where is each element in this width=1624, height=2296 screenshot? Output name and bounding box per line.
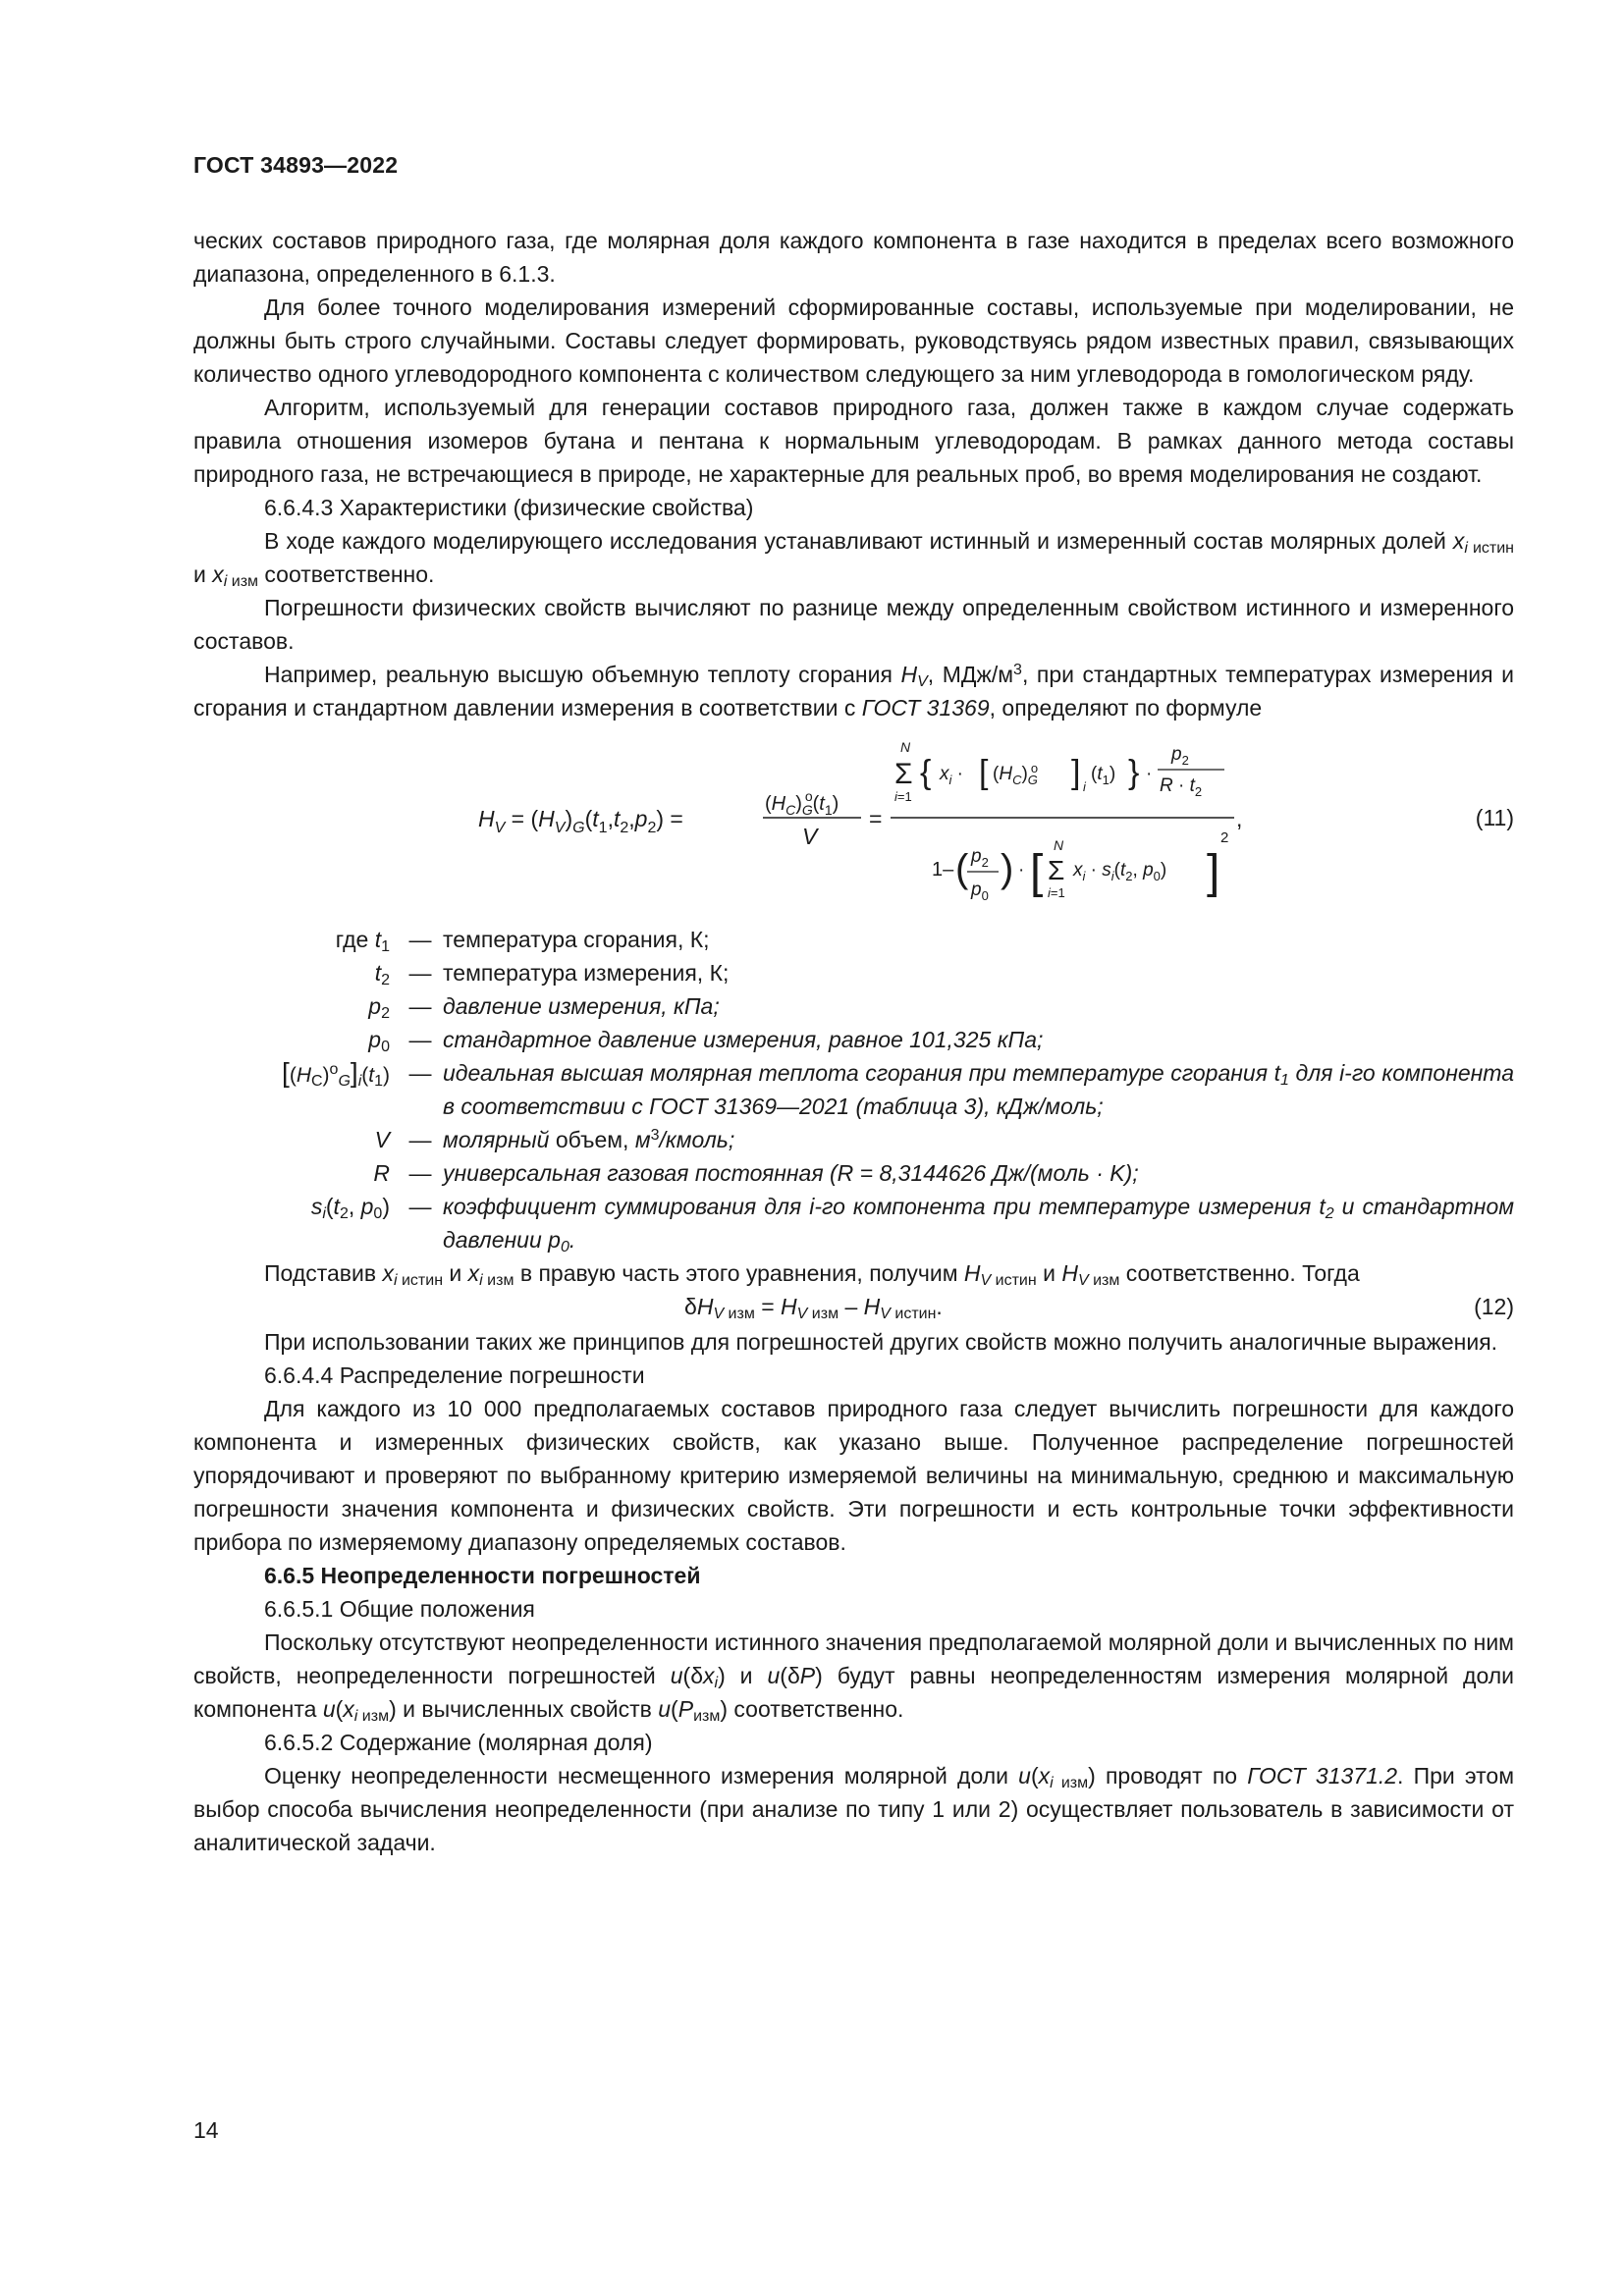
paragraph: Для более точного моделирования измерений сформированные составы, используемые при моделировании, не должны быть строго случайными. Составы следует формировать, руководствуясь рядом известных правил, связывающих количество одного углеводородного компонента с количеством следующего за ним углеводорода в гомологическом ряду.: [193, 294, 1514, 387]
paragraph: Оценку неопределенности несмещенного измерения молярной доли $u(x_i$ $_{изм}$) проводят по ГОСТ 31371.2. При этом выбор способа вычисления неопределенности (при анализе по типу 1 или 2) осуществляет пользователь в зависимости от аналитической задачи.: [193, 1763, 1515, 1855]
formula-12-expression: $\delta H_V$ $_{изм} = H_V$ $_{изм} - H_V$ $_{истин}$.: [684, 1294, 943, 1322]
svg-text:V: V: [802, 824, 818, 849]
svg-text:=: =: [869, 806, 883, 831]
svg-text:xi · si(t2, p0): $x_i \cdot s_i(t_2$, $p_0$): [1073, 860, 1167, 883]
document-body: [193, 224, 1514, 1859]
paragraph: Подставив $x_i$ $_{истин}$ и $x_i$ $_{изм}$ в правую часть этого уравнения, получим $H_V$ $_{истин}$ и $H_V$ $_{изм}$ соответственно. Тогда: [264, 1260, 1360, 1289]
formula-12: [193, 1290, 1514, 1325]
svg-text:Σ: Σ: [894, 758, 913, 790]
definition-row: $t_2$ — температура измерения, К;: [374, 960, 730, 988]
section-heading: 6.6.5.1 Общие положения: [264, 1596, 535, 1622]
definition-row: где $t_1$ — температура сгорания, К;: [335, 927, 710, 955]
formula-number: (11): [1475, 805, 1514, 830]
svg-text:]: ]: [1207, 846, 1220, 898]
paragraph: Погрешности физических свойств вычисляют по разнице между определенным свойством истинного и измеренного составов.: [193, 595, 1514, 654]
svg-text:(t1): $(t_1)$: [1091, 764, 1116, 787]
svg-text:N: N: [900, 739, 911, 755]
definition-row: $[(H_C)^o_G]_i(t_1)$ — идеальная высшая молярная теплота сгорания при температуре сгорания $t_1$ для i-го компонента в соответствии с ГОСТ 31369—2021 (таблица 3), кДж/моль;: [282, 1057, 1514, 1119]
svg-text:,: ,: [1236, 806, 1243, 831]
svg-text:1–: 1–: [932, 859, 954, 881]
paragraph: Для каждого из 10 000 предполагаемых составов природного газа следует вычислить погрешности для каждого компонента и измеренных физических свойств, как указано выше. Полученное распределение погрешностей упорядочивают и проверяют по выбранному критерию измеряемой величины на минимальную, среднюю и максимальную погрешности значения компонента и физических свойств. Эти погрешности и есть контрольные точки эффективности прибора по измеряемому диапазону определяемых составов.: [193, 1396, 1514, 1555]
definition-row: $p_0$ — стандартное давление измерения, равное 101,325 кПа;: [368, 1027, 1044, 1055]
svg-text:]: ]: [1071, 754, 1081, 791]
definition-row: R — универсальная газовая постоянная (R = 8,3144626 Дж/(моль · K);: [373, 1160, 1139, 1186]
paragraph: При использовании таких же принципов для погрешностей других свойств можно получить аналогичные выражения.: [264, 1329, 1498, 1355]
formula-11-graphic: [468, 726, 1431, 913]
definition-row: $s_i(t_2$, $p_0$) — коэффициент суммирования для i-го компонента при температуре измерения $t_2$ и стандартном давлении $p_0$.: [310, 1194, 1514, 1255]
document-header: ГОСТ 34893—2022: [193, 152, 399, 178]
svg-text:p0: $p_0$: [971, 880, 989, 903]
svg-text:Σ: Σ: [1048, 855, 1065, 885]
formula-11: [193, 726, 1514, 913]
definition-row: V — молярный объем, $м^3$/кмоль;: [374, 1127, 735, 1152]
section-heading: 6.6.5.2 Содержание (молярная доля): [264, 1730, 653, 1755]
page-number: 14: [193, 2117, 219, 2143]
svg-text:}: }: [1128, 754, 1140, 791]
svg-text:xi ·: $x_i$ ·: [940, 764, 963, 787]
svg-text:(HC)Go(t1): $(H_C)_Go(t_1)$: [765, 788, 839, 818]
svg-text:{: {: [920, 754, 932, 791]
definitions-list: [193, 923, 1514, 1256]
svg-text:): ): [1001, 847, 1014, 890]
svg-text:2: 2: [1220, 829, 1229, 846]
svg-text:(: (: [955, 847, 969, 890]
svg-text:·: ·: [1146, 764, 1153, 784]
svg-text:i=1: i=1: [1048, 885, 1065, 900]
formula-number: (12): [1474, 1294, 1514, 1319]
svg-text:i: i: [1083, 779, 1086, 794]
svg-text:HV = (HV)G(t1,t2,p2) =: $H_V = (H_V)_G(t_1,t_2,p_2)$ =: [478, 806, 683, 836]
paragraph: Например, реальную высшую объемную теплоту сгорания $H_V$, МДж/$м^3$, при стандартных температурах измерения и сгорания и стандартном давлении измерения в соответствии с ГОСТ 31369, определяют по формуле: [193, 662, 1514, 721]
svg-text:[: [: [1030, 846, 1044, 898]
svg-text:R · t2: $R \cdot t_2$: [1160, 775, 1203, 799]
svg-text:p2: $p_2$: [1171, 744, 1189, 768]
paragraph: ческих составов природного газа, где молярная доля каждого компонента в газе находится в пределах всего возможного диапазона, определенного в 6.1.3.: [193, 228, 1514, 287]
section-heading: 6.6.5 Неопределенности погрешностей: [264, 1563, 701, 1588]
svg-text:·: ·: [1018, 860, 1025, 881]
definition-row: $p_2$ — давление измерения, кПа;: [368, 993, 720, 1022]
svg-text:p2: $p_2$: [971, 846, 989, 870]
svg-text:[: [: [979, 754, 989, 791]
svg-text:i=1: i=1: [894, 789, 912, 804]
section-heading: 6.6.4.3 Характеристики (физические свойства): [264, 495, 754, 520]
paragraph: В ходе каждого моделирующего исследования устанавливают истинный и измеренный состав молярных долей $x_i$ $_{истин}$ и $x_i$ $_{изм}$ соответственно.: [193, 528, 1514, 590]
paragraph: Поскольку отсутствуют неопределенности истинного значения предполагаемой молярной доли и вычисленных по ним свойств, неопределенности погрешностей $u(\delta x_i)$ и u(δP) будут равны неопределенностям измерения молярной доли компонента $u(x_i$ $_{изм}$) и вычисленных свойств $u(P_{изм})$ соответственно.: [193, 1629, 1515, 1725]
svg-text:(HC)Go: $(H_C)_Go$: [993, 761, 1039, 787]
paragraph: Алгоритм, используемый для генерации составов природного газа, должен также в каждом случае содержать правила отношения изомеров бутана и пентана к нормальным углеводородам. В рамках данного метода составы природного газа, не встречающиеся в природе, не характерные для реальных проб, во время моделирования не создают.: [193, 395, 1514, 487]
svg-text:N: N: [1054, 837, 1064, 853]
section-heading: 6.6.4.4 Распределение погрешности: [264, 1362, 645, 1388]
